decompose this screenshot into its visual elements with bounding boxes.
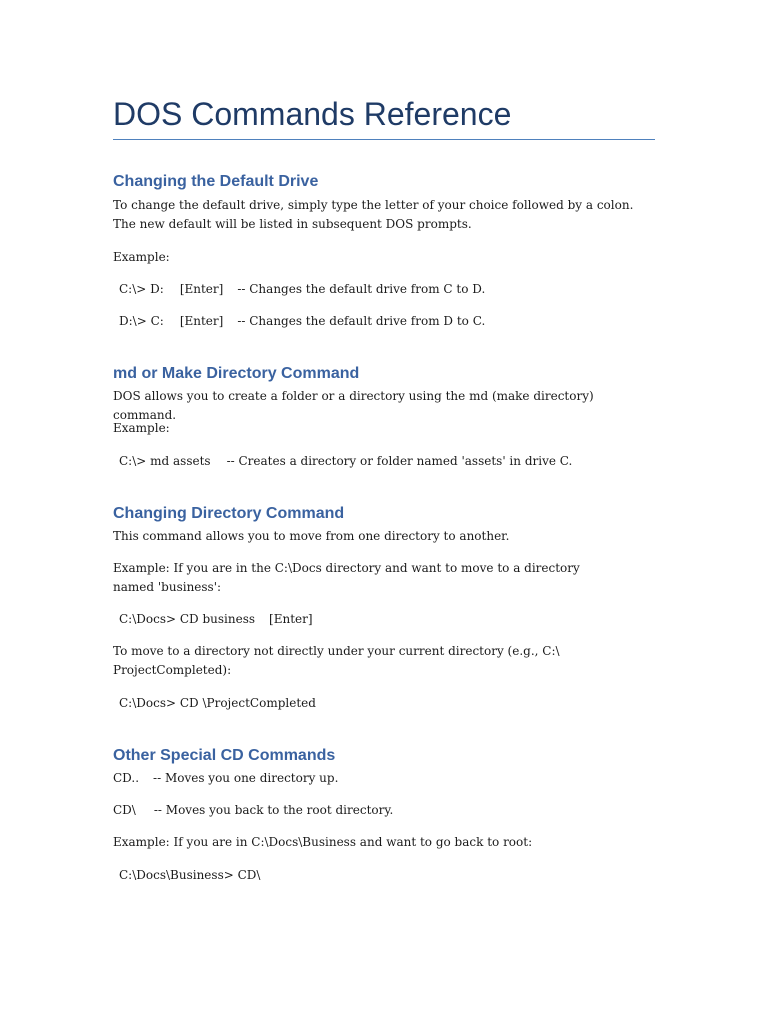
example-label: Example: [113, 421, 170, 435]
code-line [119, 866, 260, 885]
command-name: CD\ [113, 803, 136, 817]
example-label: Example: [113, 250, 170, 264]
command-note: -- Moves you one directory up. [153, 771, 339, 785]
code-line [119, 280, 485, 299]
section-intro-change-directory: This command allows you to move from one directory to another. [113, 529, 510, 543]
command-name: CD.. [113, 771, 140, 785]
title-divider [113, 139, 655, 140]
section-paragraph: To move to a directory not directly under your current directory (e.g., C:\ ProjectCompleted): [113, 644, 560, 677]
command-note: -- Changes the default drive from C to D. [237, 282, 486, 296]
code-line [119, 312, 485, 331]
list-item [113, 769, 338, 788]
enter-key: [Enter] [179, 314, 224, 328]
list-item [113, 801, 393, 820]
command-prompt: C:\Docs> CD business [119, 612, 256, 626]
command-prompt: C:\> D: [119, 282, 164, 296]
example-text: Example: If you are in the C:\Docs directory and want to move to a directory named 'business': [113, 561, 580, 594]
command-note: -- Changes the default drive from D to C. [237, 314, 486, 328]
command-prompt: D:\> C: [119, 314, 164, 328]
code-line [119, 452, 572, 471]
example-text: Example: If you are in C:\Docs\Business and want to go back to root: [113, 835, 533, 849]
section-heading-change-directory: Changing Directory Command [113, 505, 345, 522]
code-line [119, 610, 313, 629]
command-note: -- Moves you back to the root directory. [153, 803, 394, 817]
section-heading-special-cd: Other Special CD Commands [113, 747, 336, 764]
section-intro-make-directory: DOS allows you to create a folder or a directory using the md (make directory) command. [113, 389, 594, 422]
command-prompt: C:\Docs\Business> CD\ [119, 868, 261, 882]
section-heading-make-directory: md or Make Directory Command [113, 365, 360, 382]
code-line [119, 694, 316, 713]
page-title: DOS Commands Reference [113, 96, 512, 132]
command-note: -- Creates a directory or folder named 'assets' in drive C. [226, 454, 573, 468]
section-intro-default-drive: To change the default drive, simply type the letter of your choice followed by a colon. The new default will be listed in subsequent DOS prompts. [113, 198, 634, 231]
command-prompt: C:\Docs> CD \ProjectCompleted [119, 696, 316, 710]
enter-key: [Enter] [179, 282, 224, 296]
section-heading-default-drive: Changing the Default Drive [113, 173, 319, 190]
command-prompt: C:\> md assets [119, 454, 211, 468]
enter-key: [Enter] [269, 612, 313, 626]
